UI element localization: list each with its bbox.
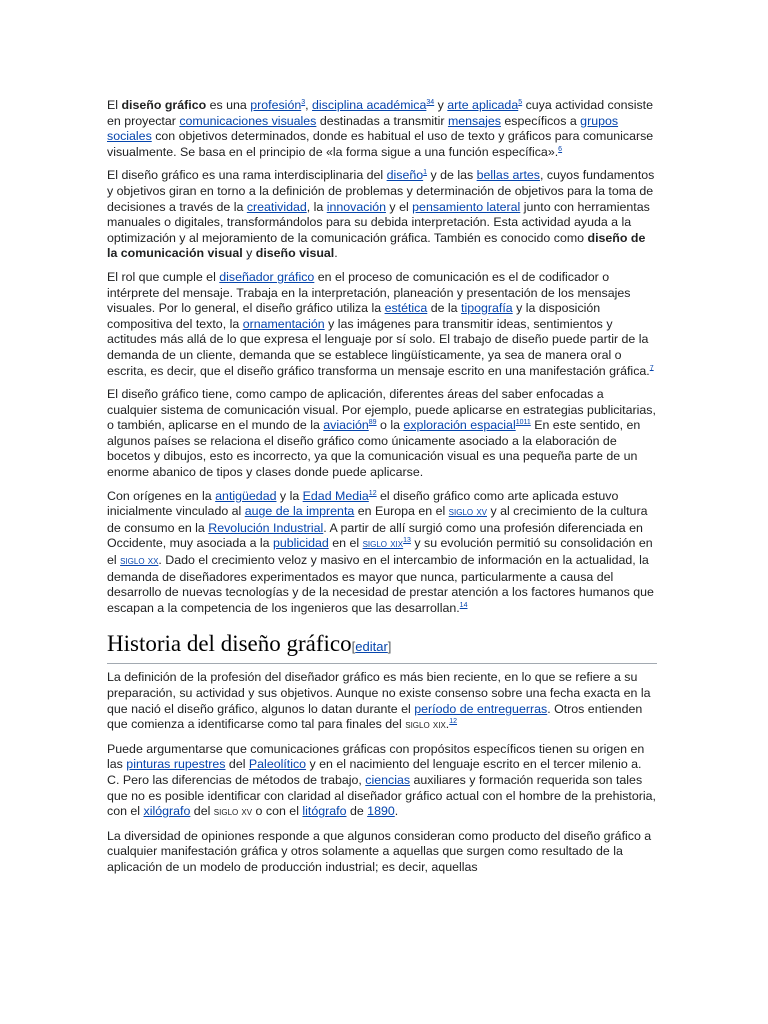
ref[interactable] — [426, 99, 434, 106]
link-innovacion[interactable]: innovación — [326, 199, 386, 214]
ref-link[interactable]: 1011 — [515, 419, 531, 427]
bold-term: diseño de la comunicación visual — [107, 230, 646, 261]
paragraph-8 — [107, 829, 657, 876]
text: Con orígenes en la — [107, 488, 216, 503]
ref[interactable] — [369, 419, 377, 426]
text: con objetivos determinados, donde es habitual el uso de texto y gráficos para comunicarse visualmente. Se basa en el principio de «la forma sigue a una función específica». — [107, 129, 654, 159]
text: en el — [328, 536, 363, 551]
text-siglo: siglo xix — [405, 719, 446, 732]
link-arte-aplicada[interactable]: arte aplicada — [447, 98, 519, 112]
link-siglo-xv[interactable]: siglo xv — [448, 506, 487, 519]
text: o con el — [252, 804, 303, 819]
link-pinturas-rupestres[interactable]: pinturas rupestres — [126, 757, 226, 772]
ref[interactable] — [650, 364, 654, 371]
ref[interactable] — [558, 146, 562, 153]
paragraph-2 — [107, 168, 657, 262]
text: . — [394, 804, 399, 819]
text: y al crecimiento de la cultura de consumo en la — [107, 504, 648, 535]
paragraph-intro — [107, 98, 657, 160]
link-siglo-xix[interactable]: siglo xix — [362, 538, 404, 551]
text: Puede argumentarse que comunicaciones gráficas con propósitos específicos tienen su origen en las — [107, 741, 645, 772]
ref-link[interactable]: 89 — [368, 419, 377, 427]
link-profesion[interactable]: profesión — [250, 98, 302, 112]
text: El diseño gráfico tiene, como campo de aplicación, diferentes áreas del saber enfocadas a cualquier sistema de comunicación visual. Por ejemplo, puede aplicarse en estrategias publicitarias, o también, aplicarse en el mundo de la — [107, 387, 656, 433]
paragraph-6 — [107, 670, 657, 733]
ref-link[interactable]: 3 — [301, 98, 306, 106]
ref-link[interactable]: 7 — [649, 364, 654, 372]
text: , cuyos fundamentos y objetivos giran en torno a la definición de problemas y determinación de objetivos para la toma de decisiones a través de la — [107, 168, 655, 214]
link-siglo-xx[interactable]: siglo xx — [120, 555, 159, 568]
text: de — [346, 804, 368, 819]
link-edad-media[interactable]: Edad Media — [302, 488, 369, 503]
link-estetica[interactable]: estética — [384, 301, 428, 316]
text: La definición de la profesión del diseñador gráfico es más bien reciente, en lo que se refiere a su preparación, su actividad y sus objetivos. Aunque no existe consenso sobre una fecha exacta en la que nació el diseño gráfico, algunos lo datan durante el — [107, 670, 651, 716]
ref-link[interactable]: 5 — [518, 98, 523, 106]
text: El — [107, 98, 122, 112]
ref-link[interactable]: 12 — [449, 718, 458, 726]
text: y la disposición compositiva del texto, la — [107, 301, 601, 331]
ref-link[interactable]: 12 — [368, 489, 377, 497]
text: . — [334, 246, 338, 261]
paragraph-4 — [107, 387, 657, 481]
edit-section — [352, 639, 392, 654]
bold-term: diseño visual — [255, 246, 335, 261]
text: La diversidad de opiniones responde a que algunos consideran como producto del diseño gráfico a cualquier manifestación gráfica y otros solamente a aquellas que surgen como resultado de la aplicación de un modelo de producción industrial; es decir, aquellas — [107, 828, 652, 874]
text: y en el nacimiento del lenguaje escrito en el tercer milenio a. C. Pero las diferencias de métodos de trabajo, — [107, 757, 642, 787]
text: en el proceso de comunicación es el de codificador o intérprete del mensaje. Trabaja en la interpretación, planeación y presentación de los mensajes visuales. Por lo general, el diseño gráfico utiliza la — [107, 269, 631, 316]
text: . Dado el crecimiento veloz y masivo en el intercambio de información en la actualidad, la demanda de diseñadores experimentados es mayor que nunca, particularmente a causa del desarrollo de nuevas tecnologías y de la necesidad de prestar atención a los factores humanos que escapan a la competencia de los ingenieros que las desarrollan. — [107, 553, 654, 615]
text: . Otros entienden que comienza a identificarse como tal para finales del — [107, 701, 643, 732]
text: En este sentido, en algunos países se relaciona el diseño gráfico como únicamente asociado a la elaboración de bocetos y dibujos, esto es incorrecto, ya que la comunicación visual es una pequeña parte de un enorme abanico de tipos y clases donde puede aplicarse. — [107, 418, 641, 480]
text: y — [242, 246, 256, 261]
link-mensajes[interactable]: mensajes — [447, 113, 501, 128]
text-siglo: siglo xv — [213, 806, 253, 819]
paragraph-3 — [107, 270, 657, 379]
text: y — [434, 98, 448, 112]
text: y de las — [427, 168, 477, 183]
ref-link[interactable]: 6 — [558, 145, 563, 153]
ref[interactable] — [460, 602, 468, 609]
link-creatividad[interactable]: creatividad — [246, 199, 307, 214]
ref[interactable] — [369, 490, 377, 497]
ref[interactable] — [403, 537, 411, 544]
text: El diseño gráfico es una rama interdisciplinaria del — [107, 168, 387, 183]
link-exploracion-espacial[interactable]: exploración espacial — [403, 418, 516, 433]
text: y su evolución permitió su consolidación en el — [107, 536, 653, 568]
link-bellas-artes[interactable]: bellas artes — [476, 168, 541, 183]
text: o la — [376, 418, 404, 433]
paragraph-5 — [107, 489, 657, 617]
link-comunicaciones-visuales[interactable]: comunicaciones visuales — [179, 113, 317, 128]
text: y las imágenes para transmitir ideas, sentimientos y actitudes más allá de lo que expresa el lenguaje por sí solo. El trabajo de diseño puede partir de la demanda de un cliente, demanda que se establece lingüísticamente, ya sea de manera oral o escrita, es decir, que el diseño gráfico transforma un mensaje escrito en una manifestación gráfica. — [107, 316, 650, 378]
link-paleolitico[interactable]: Paleolítico — [248, 757, 307, 772]
ref-link[interactable]: 14 — [459, 601, 468, 609]
link-ornamentacion[interactable]: ornamentación — [242, 316, 325, 331]
link-publicidad[interactable]: publicidad — [273, 536, 329, 551]
ref-link[interactable]: 13 — [403, 537, 411, 545]
link-pensamiento-lateral[interactable]: pensamiento lateral — [412, 199, 521, 214]
text: destinadas a transmitir — [316, 113, 448, 128]
text: y el — [385, 199, 413, 214]
link-auge-imprenta[interactable]: auge de la imprenta — [244, 504, 355, 519]
text: junto con herramientas manuales o digitales, transformándolos para su debida interpretación. Esta actividad ayuda a la optimización y al mejoramiento de la comunicación gráfica. También es conocido como — [107, 199, 650, 245]
text: , la — [306, 199, 327, 214]
link-grupos-sociales[interactable]: grupos sociales — [107, 113, 619, 144]
edit-link[interactable]: editar — [355, 639, 388, 655]
text: es una — [206, 98, 251, 112]
text: de la — [427, 301, 462, 316]
section-heading — [107, 630, 657, 664]
bracket: ] — [387, 639, 392, 655]
text: del — [190, 804, 214, 819]
text: , — [305, 98, 313, 112]
bracket: [ — [351, 639, 356, 655]
text: cuya actividad consiste en proyectar — [107, 98, 653, 128]
link-tipografia[interactable]: tipografía — [461, 301, 513, 316]
bold-term: diseño gráfico — [121, 98, 207, 112]
ref[interactable] — [516, 419, 531, 426]
link-aviacion[interactable]: aviación — [323, 418, 369, 433]
text: en Europa en el — [354, 504, 449, 519]
text: y la — [276, 488, 303, 503]
link-diseno[interactable]: diseño — [386, 168, 424, 183]
ref-link[interactable]: 1 — [423, 169, 428, 177]
link-disenador-grafico[interactable]: diseñador gráfico — [219, 269, 315, 284]
text: del — [225, 757, 249, 772]
text: el diseño gráfico como arte aplicada estuvo inicialmente vinculado al — [107, 488, 619, 519]
ref-link[interactable]: 34 — [426, 98, 435, 106]
link-xilografo[interactable]: xilógrafo — [143, 804, 191, 819]
text: El rol que cumple el — [107, 269, 220, 284]
link-antiguedad[interactable]: antigüedad — [215, 488, 277, 503]
link-disciplina-academica[interactable]: disciplina académica — [312, 98, 427, 112]
link-litografo[interactable]: litógrafo — [302, 804, 347, 819]
link-revolucion-industrial[interactable]: Revolución Industrial — [208, 520, 324, 535]
text: auxiliares y formación requerida son tales que no es posible identificar con claridad al diseñador gráfico actual con el hombre de la prehistoria, con el — [107, 772, 656, 819]
ref[interactable] — [449, 718, 457, 725]
text: . A partir de allí surgió como una profesión diferenciada en Occidente, muy asociada a la — [107, 520, 643, 551]
text: específicos a — [500, 113, 581, 128]
article-body — [107, 98, 657, 884]
text: . — [445, 717, 450, 732]
link-1890[interactable]: 1890 — [367, 804, 395, 819]
link-periodo-entreguerras[interactable]: período de entreguerras — [414, 701, 548, 716]
link-ciencias[interactable]: ciencias — [365, 772, 411, 787]
section-title: Historia del diseño gráfico — [107, 631, 352, 657]
paragraph-7 — [107, 742, 657, 821]
